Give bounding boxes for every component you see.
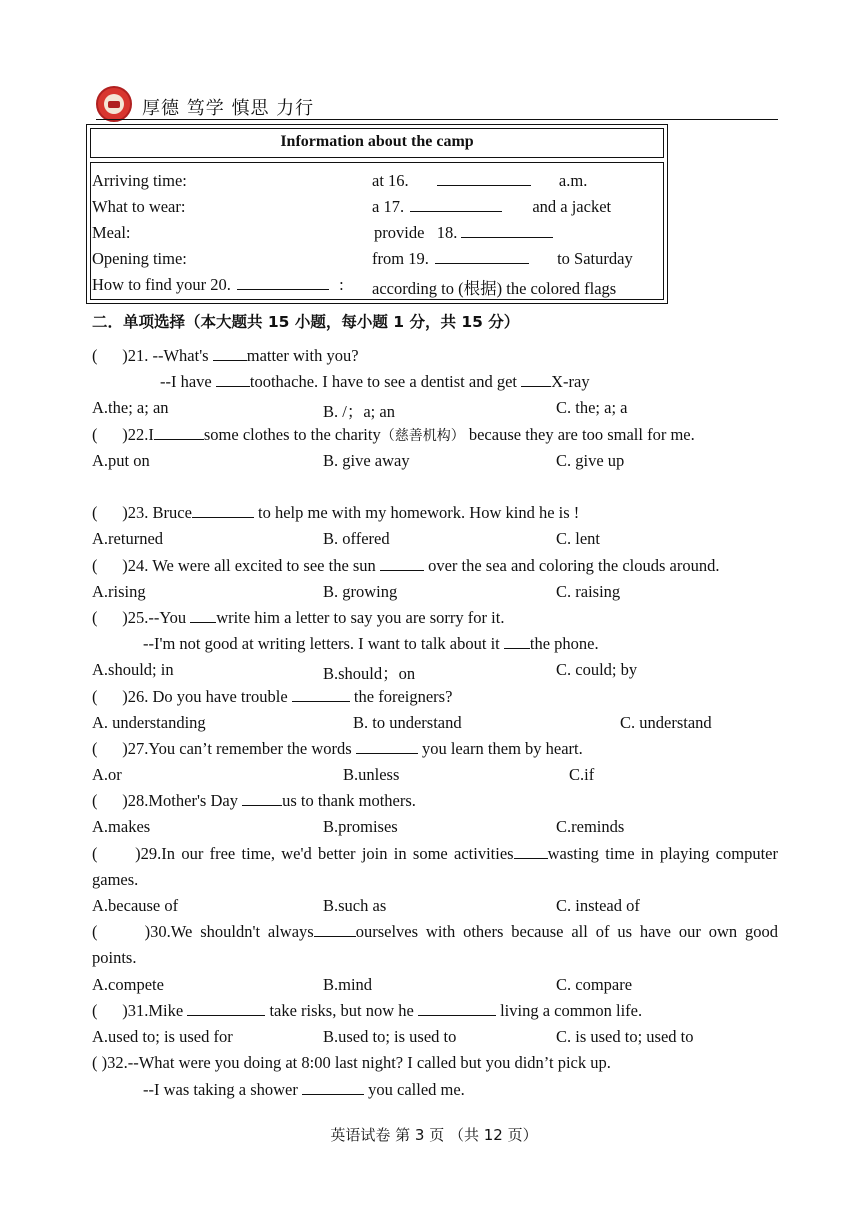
answer-blank[interactable] bbox=[356, 739, 418, 754]
info-row-label: Opening time: bbox=[92, 249, 187, 268]
option-b[interactable]: B. /；a; an bbox=[323, 402, 395, 421]
option-c[interactable]: C.if bbox=[569, 765, 595, 784]
answer-blank[interactable] bbox=[187, 1001, 265, 1016]
answer-blank-16[interactable] bbox=[437, 171, 531, 186]
page-footer: 英语试卷 第 3 页 （共 12 页） bbox=[330, 1126, 538, 1144]
question-21-reply bbox=[160, 372, 590, 392]
option-c[interactable]: C. instead of bbox=[556, 896, 640, 915]
answer-blank-17[interactable] bbox=[410, 197, 502, 212]
question-text: X-ray bbox=[551, 372, 590, 391]
question-23-stem bbox=[92, 503, 579, 523]
question-text: ( )26. Do you have trouble bbox=[92, 687, 292, 706]
answer-blank[interactable] bbox=[216, 372, 250, 387]
question-29-stem bbox=[92, 844, 778, 864]
option-b[interactable]: B.mind bbox=[323, 975, 373, 994]
info-row-value bbox=[372, 249, 633, 269]
option-a[interactable]: A.makes bbox=[92, 817, 151, 836]
question-22-stem bbox=[92, 425, 695, 445]
option-c[interactable]: C. compare bbox=[556, 975, 633, 994]
option-a[interactable]: A.compete bbox=[92, 975, 164, 994]
question-25-reply bbox=[143, 634, 599, 654]
answer-blank[interactable] bbox=[292, 687, 350, 702]
info-row-value bbox=[372, 197, 611, 217]
question-text: --I have bbox=[160, 372, 216, 391]
question-text: over the sea and coloring the clouds around. bbox=[423, 556, 720, 575]
option-c[interactable]: C.reminds bbox=[556, 817, 625, 836]
option-c[interactable]: C. give up bbox=[556, 451, 625, 470]
option-a[interactable]: A.returned bbox=[92, 529, 164, 548]
option-a[interactable]: A.should; in bbox=[92, 660, 174, 679]
option-c[interactable]: C. understand bbox=[620, 713, 712, 732]
question-text: toothache. I have to see a dentist and get bbox=[249, 372, 522, 391]
question-28-stem bbox=[92, 791, 416, 811]
option-a[interactable]: A.used to; is used for bbox=[92, 1027, 233, 1046]
option-b[interactable]: B. to understand bbox=[353, 713, 462, 732]
question-text: you called me. bbox=[364, 1080, 465, 1099]
option-a[interactable]: A.put on bbox=[92, 451, 150, 470]
question-text: the foreigners? bbox=[349, 687, 453, 706]
info-row-label: Arriving time: bbox=[92, 171, 187, 190]
question-text: ( )31.Mike bbox=[92, 1001, 188, 1020]
info-row-value-text: at 16. bbox=[372, 171, 409, 190]
answer-blank[interactable] bbox=[504, 634, 530, 649]
info-row-value-suffix: a.m. bbox=[558, 171, 588, 190]
answer-blank-18[interactable] bbox=[461, 223, 553, 238]
info-row-label-text: How to find your 20. bbox=[92, 275, 231, 294]
question-text: ourselves with others because all of us have our own good bbox=[355, 922, 778, 941]
answer-blank[interactable] bbox=[242, 791, 282, 806]
option-c[interactable]: C. raising bbox=[556, 582, 621, 601]
option-b[interactable]: B.unless bbox=[343, 765, 400, 784]
question-text: take risks, but now he bbox=[265, 1001, 418, 1020]
question-text: us to thank mothers. bbox=[282, 791, 416, 810]
answer-blank[interactable] bbox=[302, 1080, 364, 1095]
school-logo bbox=[96, 86, 132, 122]
question-text: living a common life. bbox=[495, 1001, 643, 1020]
question-text: to help me with my homework. How kind he is ! bbox=[253, 503, 580, 522]
answer-blank[interactable] bbox=[514, 844, 548, 859]
header-rule bbox=[96, 119, 778, 120]
info-row-value-suffix: to Saturday bbox=[557, 249, 633, 268]
option-c[interactable]: C. is used to; used to bbox=[556, 1027, 694, 1046]
question-text: because they are too small for me. bbox=[464, 425, 695, 444]
question-21-stem bbox=[92, 346, 359, 366]
section-title: 二．单项选择（本大题共 15 小题，每小题 1 分，共 15 分） bbox=[92, 313, 520, 331]
option-c[interactable]: C. could; by bbox=[556, 660, 638, 679]
question-text: wasting time in playing computer bbox=[547, 844, 778, 863]
info-row-label: What to wear: bbox=[92, 197, 186, 216]
question-text: you learn them by heart. bbox=[417, 739, 583, 758]
option-b[interactable]: B.promises bbox=[323, 817, 398, 836]
question-30-continued: points. bbox=[92, 948, 137, 967]
question-text: --I'm not good at writing letters. I want to talk about it bbox=[143, 634, 504, 653]
info-row-value-text: a 17. bbox=[372, 197, 405, 216]
answer-blank[interactable] bbox=[380, 556, 424, 571]
question-text: ( )21. --What's bbox=[92, 346, 213, 365]
question-text: write him a letter to say you are sorry for it. bbox=[216, 608, 505, 627]
question-text: ( )24. We were all excited to see the sun bbox=[92, 556, 380, 575]
question-32-reply bbox=[143, 1080, 465, 1100]
answer-blank[interactable] bbox=[154, 425, 204, 440]
option-a[interactable]: A.rising bbox=[92, 582, 146, 601]
option-b[interactable]: B.such as bbox=[323, 896, 387, 915]
question-25-stem bbox=[92, 608, 504, 628]
answer-blank[interactable] bbox=[418, 1001, 496, 1016]
question-27-stem bbox=[92, 739, 583, 759]
question-26-stem bbox=[92, 687, 452, 707]
answer-blank-20[interactable] bbox=[237, 275, 329, 290]
info-row-label-colon: : bbox=[339, 275, 344, 294]
option-c[interactable]: C. lent bbox=[556, 529, 600, 548]
info-row-value-text: from 19. bbox=[372, 249, 429, 268]
question-text: ( )27.You can’t remember the words bbox=[92, 739, 356, 758]
question-text: the phone. bbox=[529, 634, 599, 653]
info-row-value bbox=[374, 223, 553, 243]
question-text: --I was taking a shower bbox=[143, 1080, 302, 1099]
option-a[interactable]: A. understanding bbox=[92, 713, 206, 732]
info-table-title: Information about the camp bbox=[280, 133, 474, 150]
answer-blank[interactable] bbox=[192, 503, 254, 518]
option-a[interactable]: A.or bbox=[92, 765, 122, 784]
question-29-continued: games. bbox=[92, 870, 139, 889]
answer-blank[interactable] bbox=[521, 372, 551, 387]
question-text: some clothes to the charity bbox=[203, 425, 381, 444]
info-row-value bbox=[372, 171, 587, 191]
question-31-stem bbox=[92, 1001, 642, 1021]
option-b[interactable]: B.should；on bbox=[323, 664, 416, 683]
question-text: ( )23. Bruce bbox=[92, 503, 192, 522]
question-24-stem bbox=[92, 556, 719, 576]
question-text: ( )28.Mother's Day bbox=[92, 791, 243, 810]
question-30-stem bbox=[92, 922, 778, 942]
info-row-label bbox=[92, 275, 344, 295]
info-row-value: according to (根据) the colored flags bbox=[372, 279, 617, 298]
question-text: ( )30.We shouldn't always bbox=[92, 922, 314, 941]
question-text: ( )22.I bbox=[92, 425, 154, 444]
option-b[interactable]: B.used to; is used to bbox=[323, 1027, 457, 1046]
option-b[interactable]: B. growing bbox=[323, 582, 398, 601]
option-a[interactable]: A.the; a; an bbox=[92, 398, 169, 417]
info-row-value-suffix: and a jacket bbox=[532, 197, 612, 216]
answer-blank[interactable] bbox=[190, 608, 216, 623]
info-row-value-text: provide 18. bbox=[374, 223, 458, 242]
question-text-cn: （慈善机构） bbox=[380, 428, 465, 444]
question-text: ( )25.--You bbox=[92, 608, 191, 627]
option-c[interactable]: C. the; a; a bbox=[556, 398, 628, 417]
school-motto: 厚德 笃学 慎思 力行 bbox=[142, 98, 315, 119]
answer-blank[interactable] bbox=[213, 346, 247, 361]
option-b[interactable]: B. offered bbox=[323, 529, 390, 548]
option-a[interactable]: A.because of bbox=[92, 896, 179, 915]
question-text: ( )29.In our free time, we'd better join in some activities bbox=[92, 844, 514, 863]
answer-blank-19[interactable] bbox=[435, 249, 529, 264]
question-32-stem: ( )32.--What were you doing at 8:00 last night? I called but you didn’t pick up. bbox=[92, 1053, 611, 1072]
question-text: matter with you? bbox=[246, 346, 359, 365]
info-row-label: Meal: bbox=[92, 223, 131, 242]
option-b[interactable]: B. give away bbox=[323, 451, 410, 470]
answer-blank[interactable] bbox=[314, 922, 356, 937]
